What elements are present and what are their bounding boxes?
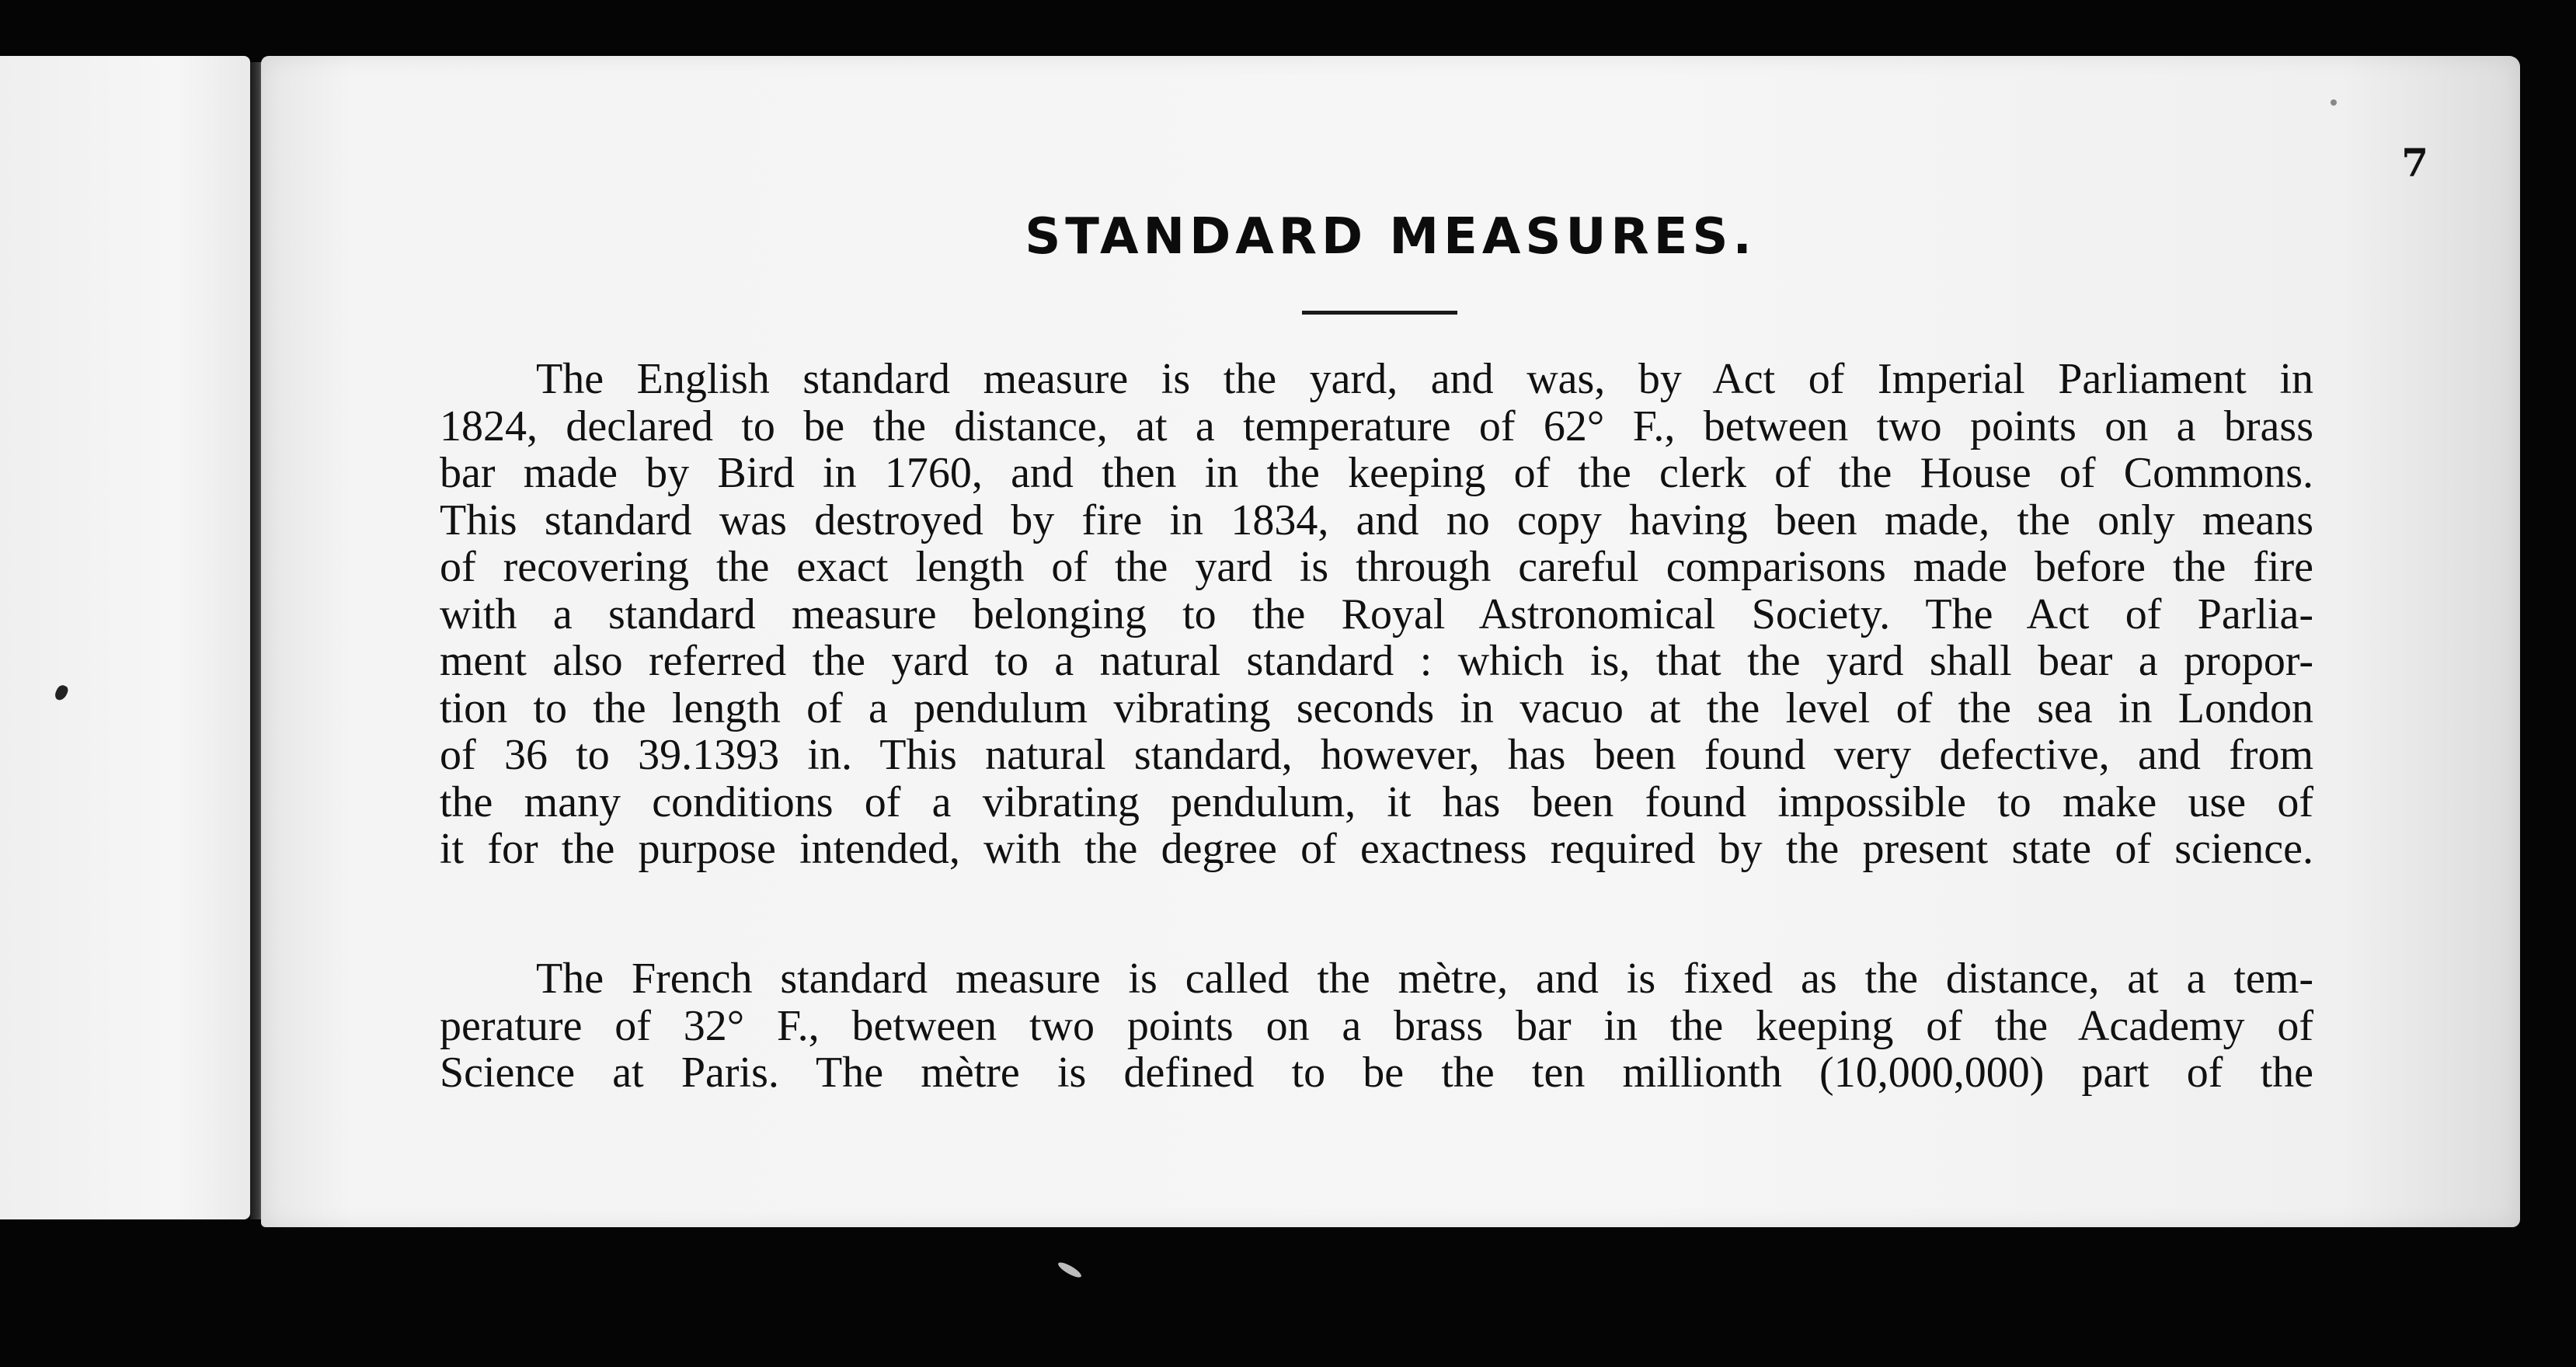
text-line: This standard was destroyed by fire in 1834, and no copy having been made, the only means [440,496,2313,544]
text-line: with a standard measure belonging to the Royal Astronomical Society. The Act of Parlia- [440,590,2313,638]
ink-speck [53,684,69,702]
text-line: Science at Paris. The mètre is defined to be the ten millionth (10,000,000) part of the [440,1049,2313,1097]
ink-speck [1057,1260,1083,1280]
text-line: of recovering the exact length of the yard is through careful comparisons made before the fire [440,543,2313,591]
paragraph-french-metre [440,955,2313,1097]
text-line: ment also referred the yard to a natural standard : which is, that the yard shall bear a propor- [440,637,2313,685]
text-line: tion to the length of a pendulum vibrating seconds in vacuo at the level of the sea in London [440,684,2313,732]
book-page [261,56,2520,1227]
ink-speck [2331,99,2337,106]
page-number: 7 [2401,140,2428,186]
text-line: 1824, declared to be the distance, at a temperature of 62° F., between two points on a brass [440,402,2313,450]
text-line: The French standard measure is called the mètre, and is fixed as the distance, at a tem- [536,955,2313,1003]
left-facing-page [0,56,250,1219]
text-line: it for the purpose intended, with the degree of exactness required by the present state of science. [440,825,2313,873]
text-line: The English standard measure is the yard, and was, by Act of Imperial Parliament in [536,355,2313,403]
text-line: the many conditions of a vibrating pendulum, it has been found impossible to make use of [440,777,2313,826]
page-heading: STANDARD MEASURES. [1025,208,1756,266]
text-line: perature of 32° F., between two points on a brass bar in the keeping of the Academy of [440,1001,2313,1050]
paragraph-english-yard [440,356,2313,873]
text-line: bar made by Bird in 1760, and then in the keeping of the clerk of the House of Commons. [440,449,2313,497]
text-line: of 36 to 39.1393 in. This natural standard, however, has been found very defective, and from [440,731,2313,779]
heading-rule [1302,311,1457,315]
